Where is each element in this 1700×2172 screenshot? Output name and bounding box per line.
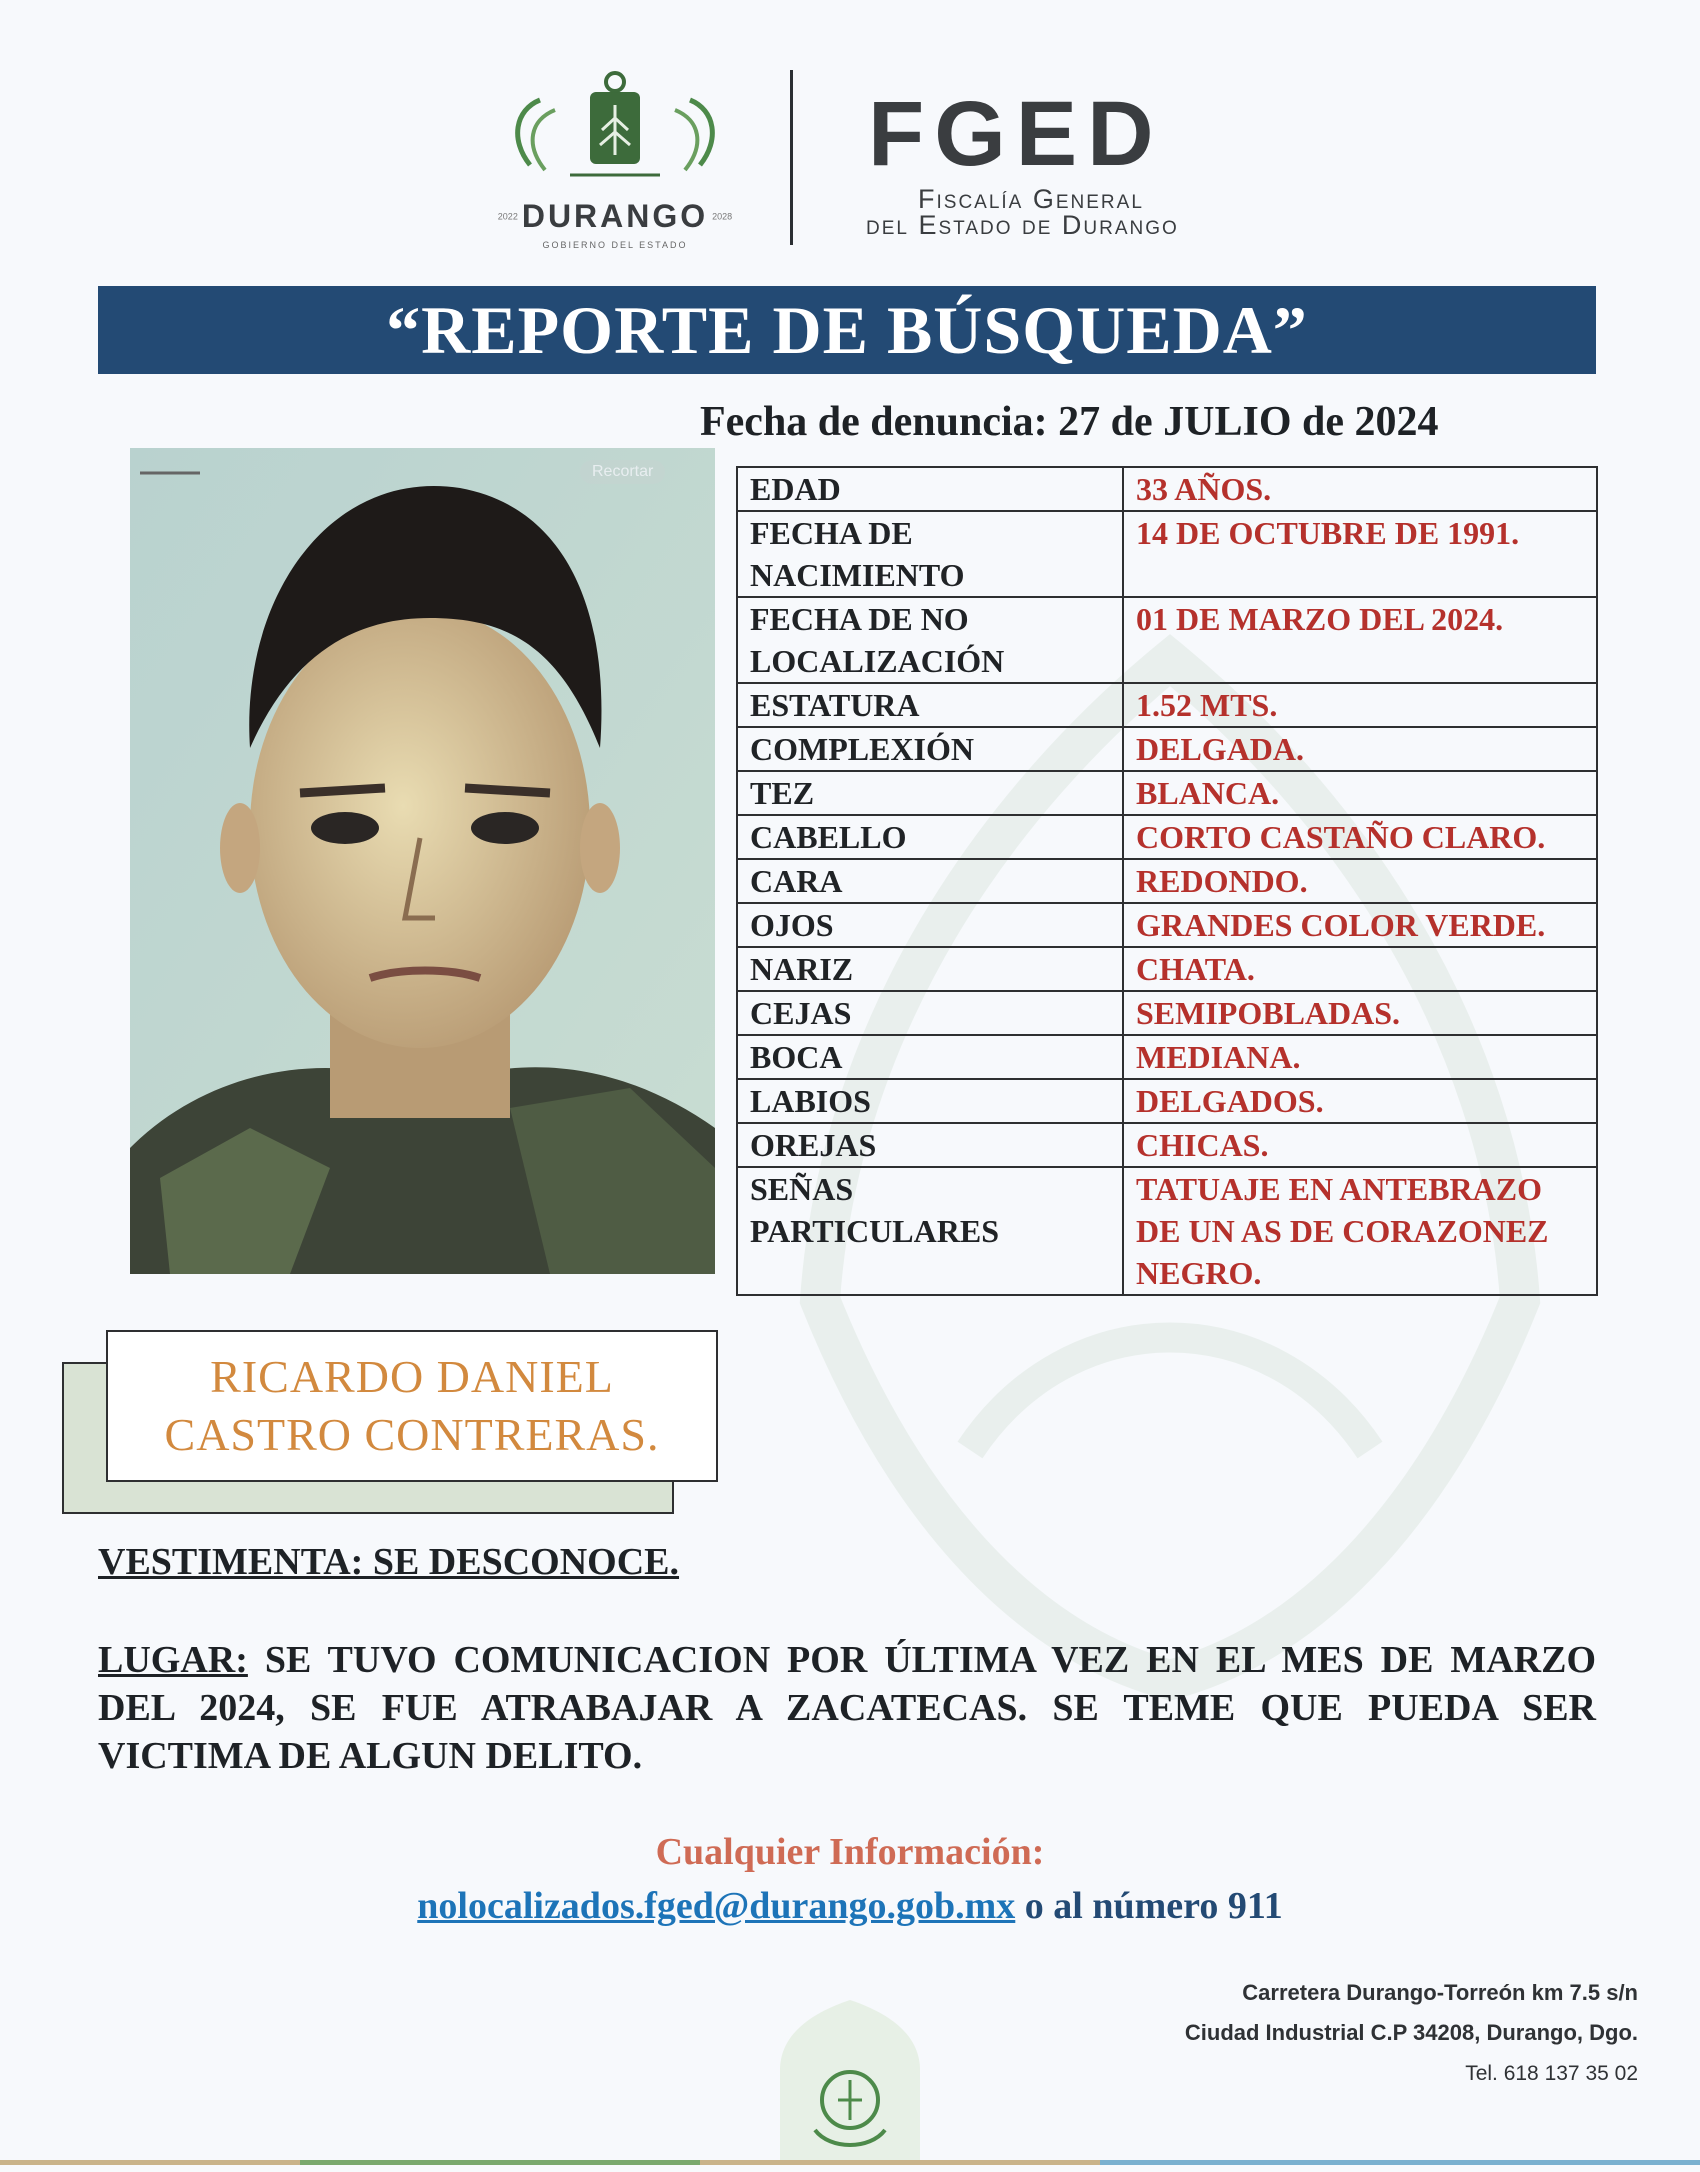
detail-value: DELGADA. <box>1123 727 1597 771</box>
details-row <box>737 859 1597 903</box>
details-row <box>737 467 1597 511</box>
contact-title: Cualquier Información: <box>655 1831 1045 1873</box>
fged-acronym: FGED <box>868 83 1164 185</box>
detail-value: CHICAS. <box>1123 1123 1597 1167</box>
person-details-table <box>736 466 1598 1296</box>
clothing-statement: VESTIMENTA: SE DESCONOCE. <box>98 1541 680 1583</box>
detail-value: REDONDO. <box>1123 859 1597 903</box>
crop-tag-label: Recortar <box>580 460 665 484</box>
detail-label: CEJAS <box>737 991 1123 1035</box>
details-row <box>737 815 1597 859</box>
footer-phone: Tel. 618 137 35 02 <box>1465 2062 1638 2085</box>
report-date: Fecha de denuncia: 27 de JULIO de 2024 <box>700 399 1439 445</box>
detail-value: GRANDES COLOR VERDE. <box>1123 903 1597 947</box>
place-label: LUGAR: <box>98 1639 248 1681</box>
details-row <box>737 683 1597 727</box>
detail-value: 1.52 MTS. <box>1123 683 1597 727</box>
contact-line <box>0 1884 1700 1928</box>
contact-phone-text: o al número 911 <box>1015 1885 1283 1927</box>
detail-label: FECHA DE NO LOCALIZACIÓN <box>737 597 1123 683</box>
detail-label: COMPLEXIÓN <box>737 727 1123 771</box>
header-divider <box>790 70 793 245</box>
detail-value: CORTO CASTAÑO CLARO. <box>1123 815 1597 859</box>
fged-name-line1: Fiscalía General <box>918 184 1144 214</box>
detail-label: NARIZ <box>737 947 1123 991</box>
detail-label: OREJAS <box>737 1123 1123 1167</box>
detail-label: BOCA <box>737 1035 1123 1079</box>
detail-label: CARA <box>737 859 1123 903</box>
detail-value: BLANCA. <box>1123 771 1597 815</box>
person-name-line2: CASTRO CONTRERAS. <box>164 1409 660 1460</box>
details-row <box>737 991 1597 1035</box>
footer-color-stripe <box>0 2160 1700 2165</box>
detail-label: TEZ <box>737 771 1123 815</box>
detail-value: DELGADOS. <box>1123 1079 1597 1123</box>
details-row <box>737 903 1597 947</box>
detail-value: CHATA. <box>1123 947 1597 991</box>
detail-label: ESTATURA <box>737 683 1123 727</box>
detail-value: MEDIANA. <box>1123 1035 1597 1079</box>
details-row <box>737 597 1597 683</box>
logo-year-left: 2022 <box>497 211 518 222</box>
details-row <box>737 771 1597 815</box>
details-row <box>737 1167 1597 1295</box>
person-name-box <box>106 1330 718 1482</box>
detail-label: FECHA DE NACIMIENTO <box>737 511 1123 597</box>
place-text: SE TUVO COMUNICACION POR ÚLTIMA VEZ EN EL MES DE MARZO DEL 2024, SE FUE ATRABAJAR A ZACATECAS. SE TEME QUE PUEDA SER VICTIMA DE ALGUN DELITO. <box>98 1639 1596 1777</box>
detail-value: 14 DE OCTUBRE DE 1991. <box>1123 511 1597 597</box>
detail-label: OJOS <box>737 903 1123 947</box>
portrait-image <box>130 448 715 1274</box>
durango-government-logo <box>470 70 760 250</box>
detail-label: LABIOS <box>737 1079 1123 1123</box>
details-row <box>737 947 1597 991</box>
detail-label: CABELLO <box>737 815 1123 859</box>
report-banner: “REPORTE DE BÚSQUEDA” <box>98 286 1596 374</box>
logo-year-right: 2028 <box>712 211 733 222</box>
missing-person-photo <box>130 448 715 1274</box>
detail-label: SEÑAS PARTICULARES <box>737 1167 1123 1295</box>
logo-durango-text: DURANGO <box>521 198 709 234</box>
state-seal-icon <box>760 2000 940 2160</box>
details-row <box>737 511 1597 597</box>
details-row <box>737 727 1597 771</box>
fged-name-line2: del Estado de Durango <box>866 210 1179 240</box>
detail-label: EDAD <box>737 467 1123 511</box>
details-row <box>737 1123 1597 1167</box>
details-row <box>737 1079 1597 1123</box>
address-line1: Carretera Durango-Torreón km 7.5 s/n <box>1242 1980 1638 2005</box>
detail-value: SEMIPOBLADAS. <box>1123 991 1597 1035</box>
contact-email-link[interactable]: nolocalizados.fged@durango.gob.mx <box>417 1885 1016 1927</box>
address-line2: Ciudad Industrial C.P 34208, Durango, Dgo. <box>1184 2020 1638 2045</box>
person-name-line1: RICARDO DANIEL <box>210 1351 614 1402</box>
details-row <box>737 1035 1597 1079</box>
logo-subtitle: GOBIERNO DEL ESTADO <box>542 240 688 250</box>
place-paragraph <box>98 1636 1596 1780</box>
detail-value: TATUAJE EN ANTEBRAZO DE UN AS DE CORAZONEZ NEGRO. <box>1123 1167 1597 1295</box>
detail-value: 33 AÑOS. <box>1123 467 1597 511</box>
durango-crest-icon <box>470 70 760 190</box>
detail-value: 01 DE MARZO DEL 2024. <box>1123 597 1597 683</box>
